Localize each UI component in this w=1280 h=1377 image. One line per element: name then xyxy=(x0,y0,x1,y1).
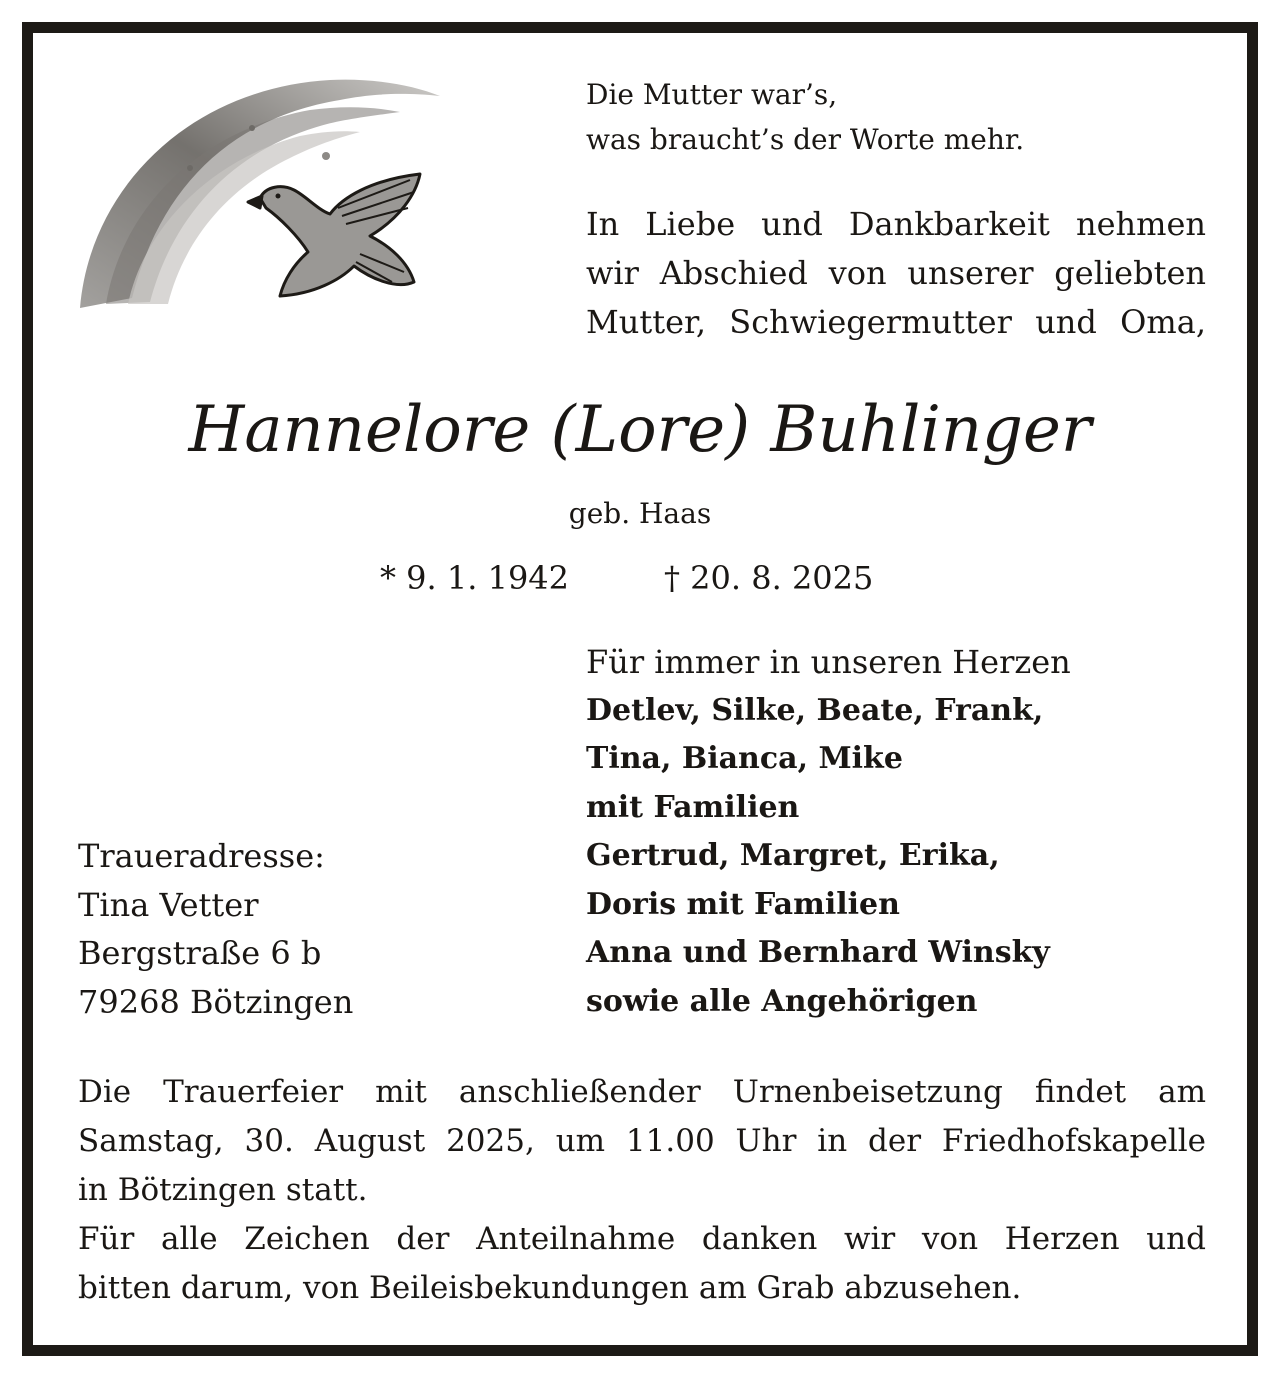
quote xyxy=(586,72,1024,162)
address-name: Tina Vetter xyxy=(78,885,259,924)
notice-line: Für alle Zeichen der Anteilnahme danken wir von Herzen und xyxy=(78,1221,1206,1257)
intro-line: wir Abschied von unserer geliebten xyxy=(586,254,1206,292)
address-city: 79268 Bötzingen xyxy=(78,982,354,1021)
mourner-line: Anna und Bernhard Winsky xyxy=(586,935,1050,970)
funeral-notice xyxy=(78,1068,1206,1313)
mourner-line: Tina, Bianca, Mike xyxy=(586,741,903,776)
address-street: Bergstraße 6 b xyxy=(78,934,322,972)
quote-line: Die Mutter war’s, xyxy=(586,78,838,111)
rainbow-dove-icon xyxy=(70,68,450,338)
intro-line: Mutter, Schwiegermutter und Oma, xyxy=(586,303,1206,341)
intro-text xyxy=(586,200,1206,347)
notice-line: Samstag, 30. August 2025, um 11.00 Uhr in der Friedhofskapelle xyxy=(78,1123,1206,1159)
mourner-line: Detlev, Silke, Beate, Frank, xyxy=(586,692,1044,728)
mourners-intro: Für immer in unseren Herzen xyxy=(586,643,1071,681)
mourning-address xyxy=(78,832,353,1026)
mourners-list xyxy=(586,638,1071,1026)
death-date: † 20. 8. 2025 xyxy=(664,559,874,597)
mourner-line: Doris mit Familien xyxy=(586,886,900,922)
mourner-line: mit Familien xyxy=(586,789,800,825)
notice-line: in Bötzingen statt. xyxy=(78,1172,368,1208)
intro-line: In Liebe und Dankbarkeit nehmen xyxy=(586,205,1206,243)
notice-line: bitten darum, von Beileisbekundungen am Grab abzusehen. xyxy=(78,1270,1022,1306)
mourner-line: sowie alle Angehörigen xyxy=(586,983,978,1019)
birth-date: * 9. 1. 1942 xyxy=(380,559,570,597)
maiden-name: geb. Haas xyxy=(568,497,712,530)
notice-line: Die Trauerfeier mit anschließender Urnenbeisetzung findet am xyxy=(78,1074,1206,1110)
deceased-name: Hannelore (Lore) Buhlinger xyxy=(188,393,1092,467)
mourner-line: Gertrud, Margret, Erika, xyxy=(586,838,1000,873)
quote-line: was braucht’s der Worte mehr. xyxy=(586,123,1025,156)
address-label: Traueradresse: xyxy=(78,837,325,875)
